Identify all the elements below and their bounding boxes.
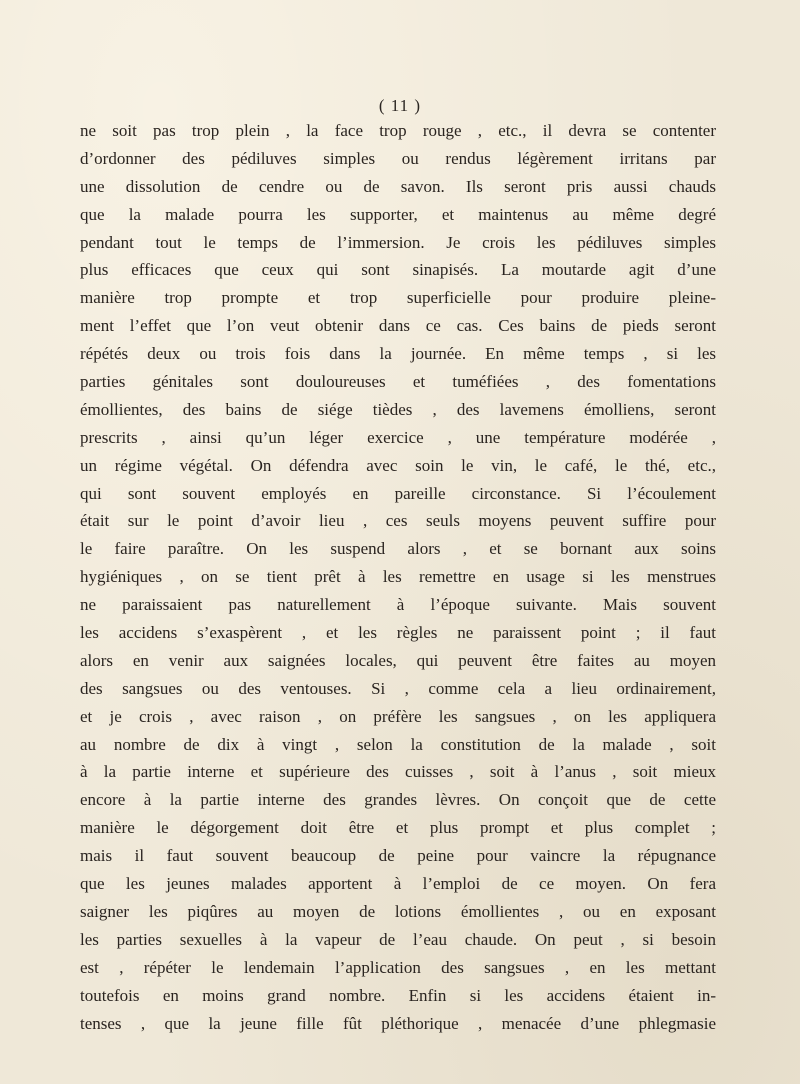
body-text (80, 117, 716, 1037)
text-line: prescrits , ainsi qu’un léger exercice , une température modérée , (80, 427, 716, 447)
text-line: est , répéter le lendemain l’application des sangsues , en les mettant (80, 957, 716, 977)
text-line: un régime végétal. On défendra avec soin le vin, le café, le thé, etc., (80, 455, 716, 475)
text-line: le faire paraître. On les suspend alors , et se bornant aux soins (80, 539, 716, 559)
text-line: tenses , que la jeune fille fût pléthorique , menacée d’une phlegmasie (80, 1013, 716, 1033)
text-line: répétés deux ou trois fois dans la journée. En même temps , si les (80, 344, 716, 364)
text-line: manière le dégorgement doit être et plus prompt et plus complet ; (80, 818, 716, 838)
text-line: ne soit pas trop plein , la face trop rouge , etc., il devra se contenter (80, 121, 716, 140)
text-line: que les jeunes malades apportent à l’emploi de ce moyen. On fera (80, 874, 716, 894)
text-line: saigner les piqûres au moyen de lotions émollientes , ou en exposant (80, 901, 716, 921)
text-line: manière trop prompte et trop superficielle pour produire pleine- (80, 288, 716, 308)
text-line: et je crois , avec raison , on préfère les sangsues , on les appliquera (80, 706, 716, 726)
text-line: qui sont souvent employés en pareille circonstance. Si l’écoulement (80, 483, 716, 503)
text-line: plus efficaces que ceux qui sont sinapisés. La moutarde agit d’une (80, 260, 716, 280)
text-line: les accidens s’exaspèrent , et les règles ne paraissent point ; il faut (80, 623, 716, 643)
text-line: parties génitales sont douloureuses et tuméfiées , des fomentations (80, 372, 716, 392)
text-line: toutefois en moins grand nombre. Enfin si les accidens étaient in- (80, 985, 716, 1005)
text-line: que la malade pourra les supporter, et maintenus au même degré (80, 204, 716, 224)
text-line: ne paraissaient pas naturellement à l’époque suivante. Mais souvent (80, 595, 716, 615)
page-number: ( 11 ) (378, 96, 422, 115)
text-line: à la partie interne et supérieure des cuisses , soit à l’anus , soit mieux (80, 762, 716, 782)
text-line: d’ordonner des pédiluves simples ou rendus légèrement irritans par (80, 148, 716, 168)
text-line: pendant tout le temps de l’immersion. Je crois les pédiluves simples (80, 232, 716, 252)
text-line: émollientes, des bains de siége tièdes , des lavemens émolliens, seront (80, 399, 716, 419)
text-line: mais il faut souvent beaucoup de peine pour vaincre la répugnance (80, 846, 716, 866)
text-line: une dissolution de cendre ou de savon. Ils seront pris aussi chauds (80, 176, 716, 196)
text-line: ment l’effet que l’on veut obtenir dans ce cas. Ces bains de pieds seront (80, 316, 716, 336)
text-line: était sur le point d’avoir lieu , ces seuls moyens peuvent suffire pour (80, 511, 716, 531)
text-line: des sangsues ou des ventouses. Si , comme cela a lieu ordinairement, (80, 678, 716, 698)
text-line: au nombre de dix à vingt , selon la constitution de la malade , soit (80, 734, 716, 754)
text-line: encore à la partie interne des grandes lèvres. On conçoit que de cette (80, 790, 716, 810)
text-line: les parties sexuelles à la vapeur de l’eau chaude. On peut , si besoin (80, 929, 716, 949)
text-line: alors en venir aux saignées locales, qui peuvent être faites au moyen (80, 650, 716, 670)
text-line: hygiéniques , on se tient prêt à les remettre en usage si les menstrues (80, 567, 716, 587)
